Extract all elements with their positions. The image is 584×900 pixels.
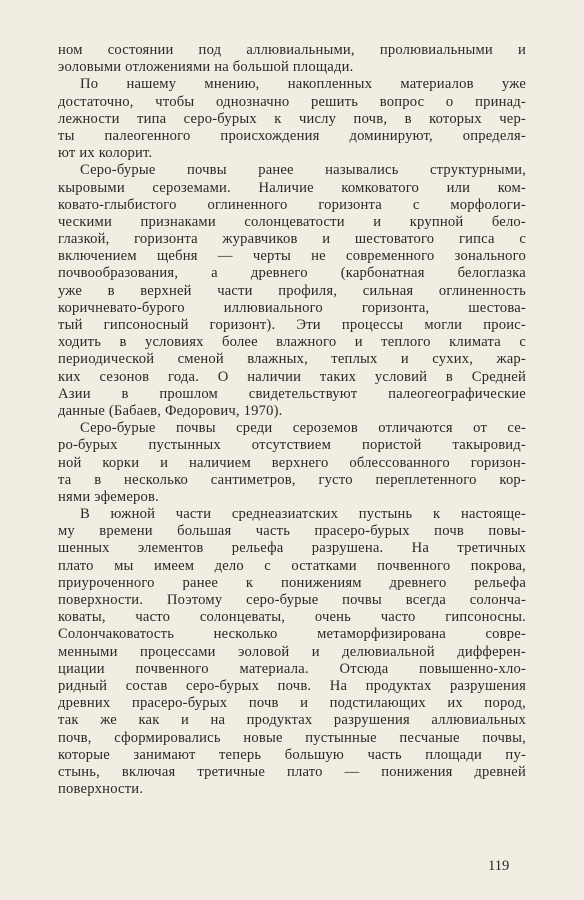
paragraph xyxy=(58,162,526,420)
text-line: циации почвенного материала. Отсюда повышенно-хло- xyxy=(58,660,526,677)
text-line: ридный состав серо-бурых почв. На продуктах разрушения xyxy=(58,677,526,694)
text-line: Солончаковатость несколько метаморфизирована совре- xyxy=(58,626,526,643)
text-line: поверхности. xyxy=(58,781,144,798)
body-text xyxy=(58,42,526,798)
text-line: ном состоянии под аллювиальными, пролювиальными и xyxy=(58,42,526,58)
text-line: ро-бурых пустынных отсутствием пористой такыровид- xyxy=(58,437,526,454)
text-line: ты палеогенного происхождения доминируют, определя- xyxy=(58,127,526,144)
text-line: му времени большая часть прасеро-бурых почв повы- xyxy=(58,523,526,540)
text-line: стынь, включая третичные плато — понижения древней xyxy=(58,763,526,780)
text-line: поверхности. Поэтому серо-бурые почвы всегда солонча- xyxy=(58,592,526,608)
text-line: В южной части среднеазиатских пустынь к настояще- xyxy=(80,506,526,523)
text-line: так же как и на продуктах разрушения аллювиальных xyxy=(58,712,526,729)
paragraph xyxy=(58,42,526,76)
text-line: нями эфемеров. xyxy=(58,488,159,505)
text-line: шенных элементов рельефа разрушена. На третичных xyxy=(58,540,526,557)
text-line: ют их колорит. xyxy=(58,145,153,162)
text-line: ких сезонов года. О наличии таких условий в Средней xyxy=(58,368,526,385)
page-number: 119 xyxy=(488,858,510,874)
text-line: древних прасеро-бурых почв и подстилающих их пород, xyxy=(58,695,526,712)
text-line: коваты, часто солонцеваты, очень часто гипсоносны. xyxy=(58,609,526,626)
text-line: включением щебня — черты не современного зонального xyxy=(58,248,526,265)
text-line: Серо-бурые почвы ранее назывались структурными, xyxy=(80,162,526,179)
text-line: лежности типа серо-бурых к числу почв, в которых чер- xyxy=(58,110,526,127)
text-line: По нашему мнению, накопленных материалов уже xyxy=(80,76,526,93)
text-line: кыровыми сероземами. Наличие комковатого или ком- xyxy=(58,179,526,196)
text-line: почв, сформировались новые пустынные песчаные почвы, xyxy=(58,729,526,746)
text-line: почвообразования, а древнего (карбонатная белоглазка xyxy=(58,265,526,282)
text-line: периодической сменой влажных, теплых и сухих, жар- xyxy=(58,351,526,368)
paragraph xyxy=(58,76,526,162)
text-line: Серо-бурые почвы среди сероземов отличаются от се- xyxy=(80,420,526,437)
text-line: менными процессами эоловой и делювиальной дифферен- xyxy=(58,643,526,660)
text-line: приуроченного ранее к понижениям древнего рельефа xyxy=(58,574,526,591)
text-line: коричневато-бурого иллювиального горизонта, шестова- xyxy=(58,299,526,316)
text-line: ходить в условиях более влажного и теплого климата с xyxy=(58,334,526,351)
text-line: тый гипсоносный горизонт). Эти процессы могли проис- xyxy=(58,317,526,333)
text-line: ковато-глыбистого оглиненного горизонта с морфологи- xyxy=(58,196,526,213)
paragraph xyxy=(58,420,526,506)
text-line: уже в верхней части профиля, сильная оглиненность xyxy=(58,282,526,299)
text-line: достаточно, чтобы однозначно решить вопрос о принад- xyxy=(58,93,526,110)
text-line: эоловыми отложениями на большой площади. xyxy=(58,59,354,76)
text-line: ной корки и наличием верхнего облессованного горизон- xyxy=(58,454,526,471)
text-line: данные (Бабаев, Федорович, 1970). xyxy=(58,402,283,419)
text-line: глазкой, горизонта журавчиков и шестоватого гипса с xyxy=(58,231,526,248)
text-line: та в несколько сантиметров, густо переплетенного кор- xyxy=(58,471,526,488)
text-line: плато мы имеем дело с остатками почвенного покрова, xyxy=(58,557,526,574)
paragraph xyxy=(58,506,526,798)
text-line: Азии в прошлом свидетельствуют палеогеографические xyxy=(58,385,526,402)
text-line: которые занимают теперь большую часть площади пу- xyxy=(58,746,526,763)
text-line: ческими признаками солонцеватости и крупной бело- xyxy=(58,213,526,230)
